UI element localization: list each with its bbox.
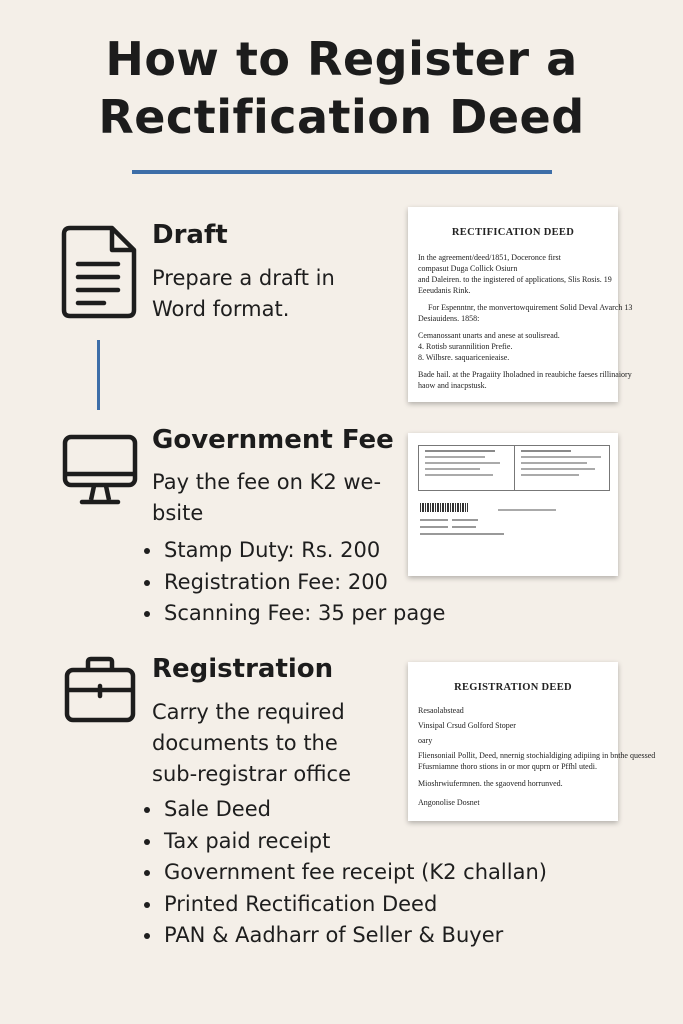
doc-line: In the agreement/deed/1851, Doceronce first — [418, 253, 561, 262]
page-title — [0, 30, 683, 146]
doc-line: Eeeudanis Rink. — [418, 286, 471, 295]
rectification-deed-preview — [408, 207, 633, 402]
list-item: Sale Deed — [140, 794, 547, 826]
step-draft-heading: Draft — [152, 220, 228, 250]
title-line-1: How to Register a — [105, 32, 578, 86]
doc-line: 4. Rotisb surannilition Prefie. — [418, 342, 513, 351]
doc-line: Vinsipal Crsud Golford Stoper — [418, 721, 516, 730]
list-item: Printed Rectification Deed — [140, 889, 547, 921]
list-item: PAN & Aadharr of Seller & Buyer — [140, 920, 547, 952]
doc-title: REGISTRATION DEED — [454, 682, 572, 693]
title-line-2: Rectification Deed — [98, 90, 585, 144]
list-item: Tax paid receipt — [140, 826, 547, 858]
step-draft-text: Prepare a draft in Word format. — [152, 266, 335, 321]
step-registration-heading: Registration — [152, 654, 334, 684]
doc-line: Bade hail. at the Pragaiity Iholadned in reaubiche faeses rillinaiory — [418, 370, 632, 379]
briefcase-icon — [64, 656, 136, 724]
doc-line: and Daleiren. to the ingistered of applications, Slis Rosis. 19 — [418, 275, 612, 284]
doc-line: Cemanossant unarts and anese at soulisread. — [418, 331, 560, 340]
list-item: Scanning Fee: 35 per page — [140, 598, 445, 630]
step-government-fee-heading: Government Fee — [152, 425, 394, 455]
doc-line: compasut Duga Collick Osiurn — [418, 264, 518, 273]
doc-line: Mioshrwiufermnen. the sgaovend horrunved. — [418, 779, 563, 788]
fee-receipt-preview — [408, 433, 618, 576]
doc-line: For Espenntnr, the monvertowquirement Solid Deval Avarch 13 — [428, 303, 633, 312]
step-registration-text: Carry the required documents to the sub-registrar office — [152, 700, 352, 786]
document-icon — [60, 224, 138, 320]
doc-line: 8. Wilbsre. saquaricenieaise. — [418, 353, 510, 362]
doc-line: oary — [418, 736, 433, 745]
doc-line: Resaolabstead — [418, 706, 464, 715]
doc-line: Ffusrniamne thoro stions in or mor quprn or Pffhl utedi. — [418, 762, 597, 771]
title-underline — [132, 170, 552, 174]
doc-line: haow and inacpstusk. — [418, 381, 487, 390]
step-connector — [97, 340, 100, 410]
doc-title: RECTIFICATION DEED — [451, 227, 575, 238]
registration-deed-preview — [408, 662, 656, 821]
barcode — [420, 503, 468, 512]
step-government-fee-text: Pay the fee on K2 we-bsite — [152, 470, 382, 525]
doc-line: Angonolise Dosnet — [418, 798, 480, 807]
list-item: Government fee receipt (K2 challan) — [140, 857, 547, 889]
list-item: Registration Fee: 200 — [140, 567, 445, 599]
list-item: Stamp Duty: Rs. 200 — [140, 535, 445, 567]
doc-line: Fliensoniail Pollit, Deed, nnernig stochialdiging adipiing in bnthe quessed — [418, 751, 656, 760]
doc-line: Desiauidens. 1858: — [418, 314, 480, 323]
fee-list — [140, 535, 445, 630]
monitor-icon — [62, 434, 138, 508]
